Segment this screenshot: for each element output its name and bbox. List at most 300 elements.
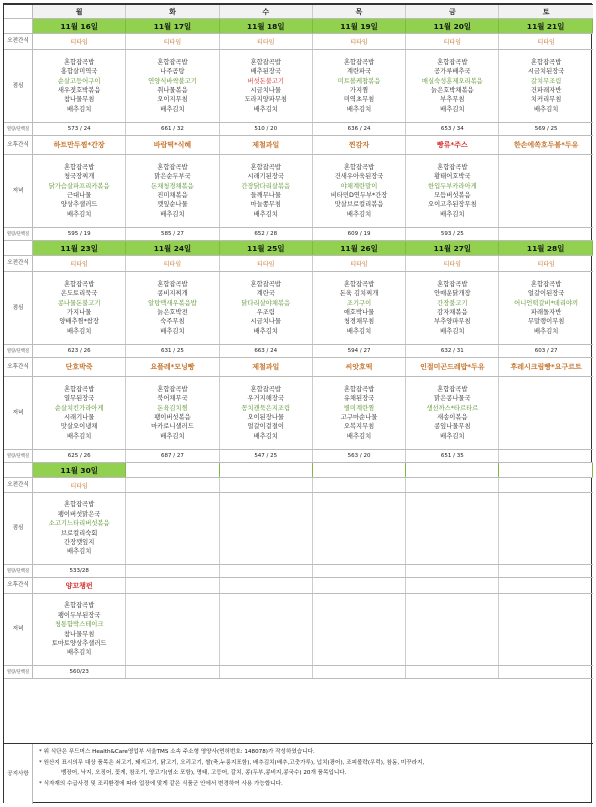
dish-item: 배추김치: [533, 105, 559, 113]
kcal-cell: [313, 123, 406, 135]
lunch-cell: [220, 272, 313, 344]
afternoon-snack: 제철과일: [252, 363, 280, 371]
kcal-value: 623 / 26: [67, 348, 91, 354]
dish-item: 연양식바싹불고기: [148, 77, 197, 85]
dish-item: 시래기된장국: [247, 173, 284, 181]
dish-item: 혼합잡곡밥: [250, 58, 281, 66]
date-cell: [33, 19, 126, 33]
kcal-cell: [220, 228, 313, 240]
dinner-row-cell: [33, 594, 126, 665]
dish-item: 배추김치: [440, 210, 465, 218]
notes-body: [33, 744, 430, 804]
morning-snack: 티타임: [163, 261, 182, 268]
kcal-value: 636 / 24: [347, 126, 371, 132]
dinner-cell: [220, 155, 313, 227]
dinner-cell: [33, 155, 126, 227]
empty-cell: [220, 578, 313, 593]
dish-item: 늙은호박채볶음: [431, 87, 474, 94]
kcal-value: 585 / 27: [161, 231, 184, 237]
dish-item: 청통함박스테이크: [54, 621, 104, 629]
afternoon-snack: 찐감자: [348, 141, 370, 149]
empty-cell: [313, 463, 406, 477]
row-label: 점심: [4, 272, 33, 344]
lunch-cell: [220, 50, 313, 122]
dish-item: 시금치나물: [250, 87, 281, 94]
dinner-kcal-row: [4, 228, 593, 241]
weekday-cell: [313, 5, 406, 18]
dish-item: 홍합살미역국: [60, 68, 98, 76]
lunch-kcal-row: [4, 345, 593, 358]
kcal-value: 547 / 25: [254, 453, 278, 459]
dish-item: 혼합잡곡밥: [63, 280, 95, 288]
morning-snack: 티타임: [70, 261, 88, 268]
dish-item: 모듬버섯볶음: [434, 192, 471, 199]
row-label: 점심: [4, 50, 33, 122]
kcal-value: 609 / 19: [347, 231, 371, 237]
kcal-value: 594 / 27: [347, 348, 371, 354]
kcal-value: 569 / 25: [534, 126, 558, 132]
dish-item: 우조림: [256, 309, 275, 316]
afternoon-cell: [126, 358, 219, 376]
row-label: 열량/단백질: [4, 123, 33, 135]
afternoon-cell: [313, 358, 406, 376]
afternoon-cell: [406, 136, 499, 154]
dish-item: 새송이볶음: [437, 414, 468, 421]
kcal-cell: [33, 345, 126, 357]
row-label: 열량/단백질: [4, 450, 33, 462]
dish-item: 맛살브로컬리볶음: [334, 201, 384, 209]
morning-cell: [313, 34, 406, 49]
kcal-cell: [313, 228, 406, 240]
empty-cell: [313, 578, 406, 593]
kcal-value: 510 / 20: [254, 126, 278, 132]
afternoon-cell: [33, 136, 126, 154]
afternoon-cell: [406, 358, 499, 376]
dish-item: 배추김치: [440, 432, 465, 440]
dish-item: 배추김치: [160, 327, 185, 335]
dish-item: 혼합잡곡밥: [250, 280, 281, 288]
dish-item: 애호박나물: [343, 309, 375, 316]
kcal-cell: [499, 450, 592, 462]
dish-item: 배추김치: [66, 432, 92, 440]
date-label: 11월 19일: [340, 21, 378, 31]
dish-item: 부추양파무침: [434, 318, 471, 326]
dish-item: 부추무침: [440, 96, 465, 104]
row-label: 저녁: [4, 377, 33, 449]
date-cell: [126, 19, 219, 33]
dish-item: 진미채볶음: [157, 192, 188, 199]
dish-item: 간장깻잎지: [63, 538, 95, 546]
row-label: 오후간식: [4, 136, 33, 154]
morning-cell: [406, 34, 499, 49]
dish-item: 혼합잡곡밥: [157, 163, 188, 171]
kcal-value: 651 / 35: [440, 453, 464, 459]
kcal-value: 653 / 34: [440, 126, 464, 132]
date-label: 11월 26일: [340, 243, 378, 253]
empty-cell: [313, 594, 406, 665]
morning-snack-row: [4, 256, 593, 272]
dish-item: 맑은순두부국: [154, 173, 191, 181]
weekday-label: 화: [169, 7, 176, 16]
date-cell: [406, 19, 499, 33]
dish-item: 깻잎순나물: [157, 201, 188, 209]
note-line: * 위 식단은 푸드머스 Health&Care영업부 서울TMS 소속 주소형 영양사(면허번호: 148078)가 작성하였습니다.: [39, 749, 315, 755]
dish-item: 공가루배추국: [434, 68, 471, 76]
lunch-cell: [313, 50, 406, 122]
dish-item: 가지나물: [66, 309, 92, 316]
kcal-value: 632 / 31: [440, 348, 464, 354]
dish-item: 무말랭이무침: [527, 318, 565, 326]
dish-item: 닭가슴살파프리카볶음: [48, 182, 110, 190]
empty-cell: [406, 463, 499, 477]
dish-item: 알탕맥새우볶음밥: [148, 299, 197, 307]
date-label: 11월 27일: [433, 243, 472, 253]
dish-item: 순살고등어구이: [57, 77, 101, 85]
dinner-cell: [33, 377, 126, 449]
afternoon-cell: [126, 136, 219, 154]
dish-item: 매실숙성훈제오리볶음: [421, 77, 483, 85]
kcal-value: 625 / 26: [67, 453, 91, 459]
dish-item: 근대나물: [66, 192, 92, 199]
dish-item: 마카로니샐러드: [151, 423, 194, 431]
dish-item: 혼합잡곡밥: [63, 602, 95, 610]
empty-cell: [499, 478, 592, 492]
afternoon-cell: [33, 358, 126, 376]
dish-item: 양상추샐러드: [60, 201, 98, 209]
kcal-cell: [220, 345, 313, 357]
dish-item: 청국장찌개: [63, 173, 95, 181]
dish-item: 오이고추된장무침: [428, 201, 477, 209]
dinner-cell: [220, 377, 313, 449]
morning-snack: 티타임: [350, 39, 368, 46]
dish-item: 북어채무국: [157, 395, 188, 403]
empty-cell: [126, 578, 219, 593]
dish-item: 배추김치: [346, 432, 372, 440]
dish-item: 맛살오이냉채: [60, 423, 98, 431]
kcal-value: 563 / 20: [347, 453, 371, 459]
lunch-cell: [313, 272, 406, 344]
kcal-value: 661 / 32: [161, 126, 184, 132]
afternoon-cell: [313, 136, 406, 154]
dish-item: 간장닭다리살볶음: [241, 182, 291, 190]
afternoon-snack: 하트만두찜*간장: [53, 141, 105, 149]
empty-cell: [220, 478, 313, 492]
kcal-cell: [313, 450, 406, 462]
morning-snack: 티타임: [70, 482, 88, 490]
dish-item: 혼합잡곡밥: [63, 501, 95, 509]
dish-item: 팽이버섯볶음: [154, 414, 191, 421]
afternoon-snack: 인절미곤드레밥*두유: [420, 363, 485, 371]
date-cell: [220, 241, 313, 255]
dish-item: 배추김치: [346, 105, 372, 113]
kcal-cell: [33, 123, 126, 135]
dish-item: 배추김치: [66, 649, 92, 657]
dish-item: 안매운닭개장: [434, 290, 471, 298]
kcal-cell: [126, 228, 219, 240]
dish-item: 계란파국: [346, 68, 372, 76]
dish-item: 배추김치: [66, 210, 92, 218]
morning-snack: 티타임: [257, 261, 275, 268]
dish-item: 버섯돈불고기: [247, 77, 284, 85]
row-label: [4, 463, 33, 477]
dish-item: 계란국: [256, 290, 275, 298]
empty-cell: [406, 478, 499, 492]
dish-item: 맑은콩나물국: [434, 395, 471, 403]
dish-item: 배추김치: [66, 105, 92, 113]
empty-cell: [126, 463, 219, 477]
lunch-cell: [33, 50, 126, 122]
dish-item: 혼합잡곡밥: [530, 58, 562, 66]
dish-item: 오이지무침: [157, 96, 188, 104]
dish-item: 파래돌자반: [530, 309, 562, 316]
date-label: 11월 17일: [153, 21, 192, 31]
kcal-cell: [406, 450, 499, 462]
morning-cell: [220, 256, 313, 271]
afternoon-cell: [220, 358, 313, 376]
row-label: [4, 241, 33, 255]
row-label: 오전간식: [4, 478, 33, 492]
dish-item: 조기구이: [346, 299, 372, 307]
dinner-cell: [499, 377, 592, 449]
row-label: [4, 5, 33, 18]
afternoon-cell: [499, 358, 592, 376]
dish-item: 취나물볶음: [157, 87, 188, 94]
weekday-cell: [33, 5, 126, 18]
dish-item: 배추김치: [253, 327, 278, 335]
empty-cell: [406, 493, 499, 564]
weekday-cell: [220, 5, 313, 18]
weekday-label: 토: [542, 7, 550, 16]
row-label: 점심: [4, 493, 33, 564]
weekday-label: 월: [75, 7, 83, 16]
dish-item: 건파래자반: [530, 87, 562, 94]
afternoon-snack: 제철과일: [252, 141, 280, 149]
dish-item: 비타민D연두부*간장: [330, 192, 388, 199]
dinner-kcal-row: [4, 450, 593, 463]
dish-item: 새우젓호박볶음: [57, 87, 101, 94]
row-label: 오전간식: [4, 34, 33, 49]
dish-item: 배추김치: [346, 210, 372, 218]
lunch-kcal-row-cell: [33, 565, 126, 577]
dish-item: 들깨무나물: [250, 192, 281, 199]
dish-item: 배추김치: [253, 105, 278, 113]
dish-item: 생선까스*타르타르: [426, 404, 479, 412]
empty-cell: [313, 493, 406, 564]
kcal-cell: [33, 228, 126, 240]
lunch-row: [4, 493, 593, 565]
dish-item: 얼갈이겉절이: [247, 423, 284, 431]
morning-cell: [126, 34, 219, 49]
weekday-label: 목: [355, 7, 363, 16]
dinner-kcal-row: [4, 666, 593, 679]
date-row: [4, 19, 593, 34]
date-cell: [313, 241, 406, 255]
kcal-value: 687 / 27: [161, 453, 184, 459]
dish-item: 배추김치: [440, 105, 465, 113]
row-label: 오전간식: [4, 256, 33, 271]
empty-cell: [220, 493, 313, 564]
note-line: 뱀장어, 낙지, 오징어, 꽃게, 참조기, 양고기(염소 포함), 명태, 고등어, 갈치, 콩(두부,콩비지,콩국수) 20개 품목입니다.: [61, 770, 347, 776]
kcal-cell: [126, 450, 219, 462]
dish-item: 배추김치: [160, 105, 185, 113]
afternoon-cell: [499, 136, 592, 154]
empty-cell: [126, 594, 219, 665]
dish-item: 온도토리묵국: [60, 290, 98, 298]
dish-item: 배추김치: [160, 210, 185, 218]
date-label: 11월 21일: [526, 21, 565, 31]
kcal-cell: [220, 123, 313, 135]
dish-item: 콩비지찌개: [157, 290, 188, 298]
dish-item: 배추김치: [346, 327, 372, 335]
dish-item: 닭다리살야채볶음: [241, 299, 291, 307]
lunch-cell: [499, 272, 592, 344]
kcal-cell: [406, 123, 499, 135]
dish-item: 배추김치: [440, 327, 465, 335]
morning-snack: 티타임: [70, 39, 88, 46]
weekday-cell: [126, 5, 219, 18]
afternoon-snack-row-cell: [33, 578, 126, 593]
dish-item: 돈육김치찜: [157, 404, 188, 412]
lunch-row-cell: [33, 493, 126, 564]
kcal-cell: [499, 123, 592, 135]
dish-item: 브로컬리숙회: [60, 529, 98, 537]
empty-cell: [126, 478, 219, 492]
dish-item: 돈채청경채볶음: [151, 182, 194, 190]
morning-cell: [33, 34, 126, 49]
dish-item: 혼합잡곡밥: [157, 280, 188, 288]
morning-snack: 티타임: [537, 39, 555, 46]
dish-item: 배추김치: [533, 327, 559, 335]
kcal-cell: [499, 228, 592, 240]
dish-item: 유채된장국: [343, 395, 375, 403]
morning-cell: [499, 34, 592, 49]
dinner-cell: [126, 377, 219, 449]
row-label: [4, 19, 33, 33]
kcal-value: 603 / 27: [534, 348, 558, 354]
afternoon-snack: 바람떡*식혜: [153, 141, 192, 149]
dish-item: 나주곰탕: [160, 68, 185, 76]
dish-item: 열무된장국: [63, 395, 95, 403]
dish-item: 가지찜: [349, 87, 369, 94]
lunch-row: [4, 272, 593, 345]
dish-item: 배추김치: [66, 548, 92, 556]
row-label: 오후간식: [4, 578, 33, 593]
dish-item: 소고기느타리버섯볶음: [48, 520, 110, 528]
row-label: 열량/단백질: [4, 666, 33, 678]
dish-item: 혼합잡곡밥: [530, 280, 562, 288]
morning-snack: 티타임: [257, 39, 275, 46]
empty-cell: [126, 565, 219, 577]
dish-item: 숙주무침: [160, 318, 185, 326]
date-cell: [313, 19, 406, 33]
dish-item: 팽이두부된장국: [57, 611, 101, 619]
dish-item: 혼합잡곡밥: [250, 385, 281, 393]
dish-item: 혼합잡곡밥: [343, 280, 375, 288]
kcal-value: 533/28: [69, 568, 89, 574]
morning-cell: [126, 256, 219, 271]
notes-label: 공지사항: [4, 744, 33, 804]
empty-cell: [499, 493, 592, 564]
dish-item: 얼갈이된장국: [527, 290, 565, 298]
kcal-value: 663 / 24: [254, 348, 278, 354]
dish-item: 갈치무조림: [530, 77, 562, 85]
dinner-cell: [313, 155, 406, 227]
dish-item: 시금치된장국: [527, 68, 565, 76]
row-label: 열량/단백질: [4, 565, 33, 577]
kcal-cell: [220, 450, 313, 462]
morning-snack: 티타임: [443, 261, 462, 268]
afternoon-snack: 씨앗호떡: [345, 363, 373, 371]
weekday-label: 수: [262, 7, 270, 16]
dinner-row: [4, 377, 593, 450]
date-label: 11월 24일: [153, 243, 192, 253]
kcal-cell: [499, 345, 592, 357]
afternoon-snack: 한손에쏙호두볼*두유: [513, 141, 579, 149]
dish-item: 야채계란말이: [340, 182, 378, 190]
afternoon-cell: [220, 136, 313, 154]
dinner-cell: [406, 155, 499, 227]
kcal-value: 593 / 25: [440, 231, 464, 237]
weekly-menu-sheet: [3, 3, 592, 803]
morning-snack-row: [4, 34, 593, 50]
date-cell: [406, 241, 499, 255]
note-line: * 식자재의 수급사정 및 조리환경에 따라 업장에 맞게 같은 식품군 안에서 변경하여 사용 가능합니다.: [39, 780, 283, 787]
dinner-row: [4, 155, 593, 228]
dish-item: 혼합잡곡밥: [63, 385, 95, 393]
dish-item: 치커리무침: [530, 96, 562, 104]
date-cell: [220, 19, 313, 33]
afternoon-snack-row: [4, 136, 593, 155]
morning-snack: 티타임: [163, 39, 182, 46]
empty-cell: [406, 666, 499, 678]
dish-item: 오이된장나물: [247, 414, 284, 421]
lunch-cell: [406, 50, 499, 122]
kcal-cell: [406, 228, 499, 240]
weekday-header-row: [4, 4, 593, 19]
dish-item: 혼합잡곡밥: [437, 280, 468, 288]
lunch-row: [4, 50, 593, 123]
dish-item: 배추김치: [160, 432, 185, 440]
dish-item: 고구마순나물: [340, 414, 378, 421]
morning-cell: [33, 256, 126, 271]
morning-snack-row-cell: [33, 478, 126, 492]
kcal-cell: [406, 345, 499, 357]
afternoon-snack: 후레시크림빵*요구르트: [510, 363, 582, 371]
kcal-value: 631 / 25: [161, 348, 184, 354]
dish-item: 혼합잡곡밥: [157, 385, 188, 393]
empty-cell: [406, 565, 499, 577]
dish-item: 배추김치: [66, 327, 92, 335]
empty-cell: [499, 578, 592, 593]
dish-item: 순살치킨가라아게: [54, 404, 104, 412]
lunch-kcal-row: [4, 565, 593, 578]
date-row-cell: [33, 463, 126, 477]
dish-item: 콩잎나물무침: [434, 423, 471, 431]
dish-item: 한입두부카라아게: [428, 182, 477, 190]
dish-item: 혼합잡곡밥: [437, 163, 468, 171]
dish-item: 미트볼케찹볶음: [337, 77, 381, 85]
dish-item: 별미계란찜: [343, 404, 375, 412]
morning-cell: [220, 34, 313, 49]
dinner-cell: [126, 155, 219, 227]
note-line: * 원산지 표시의무 대상 품목은 쇠고기, 돼지고기, 닭고기, 오리고기, 쌀(축,누룽지포함), 배추김치(배추,고춧가루), 넙치(광어), 조피볼락(우럭), 참돔, 미꾸라지,: [39, 759, 425, 766]
dinner-cell: [499, 155, 592, 227]
dish-item: 도라지양파무침: [244, 96, 288, 104]
kcal-value: 595 / 19: [67, 231, 91, 237]
empty-cell: [126, 493, 219, 564]
row-label: 열량/단백질: [4, 345, 33, 357]
date-cell: [499, 241, 592, 255]
